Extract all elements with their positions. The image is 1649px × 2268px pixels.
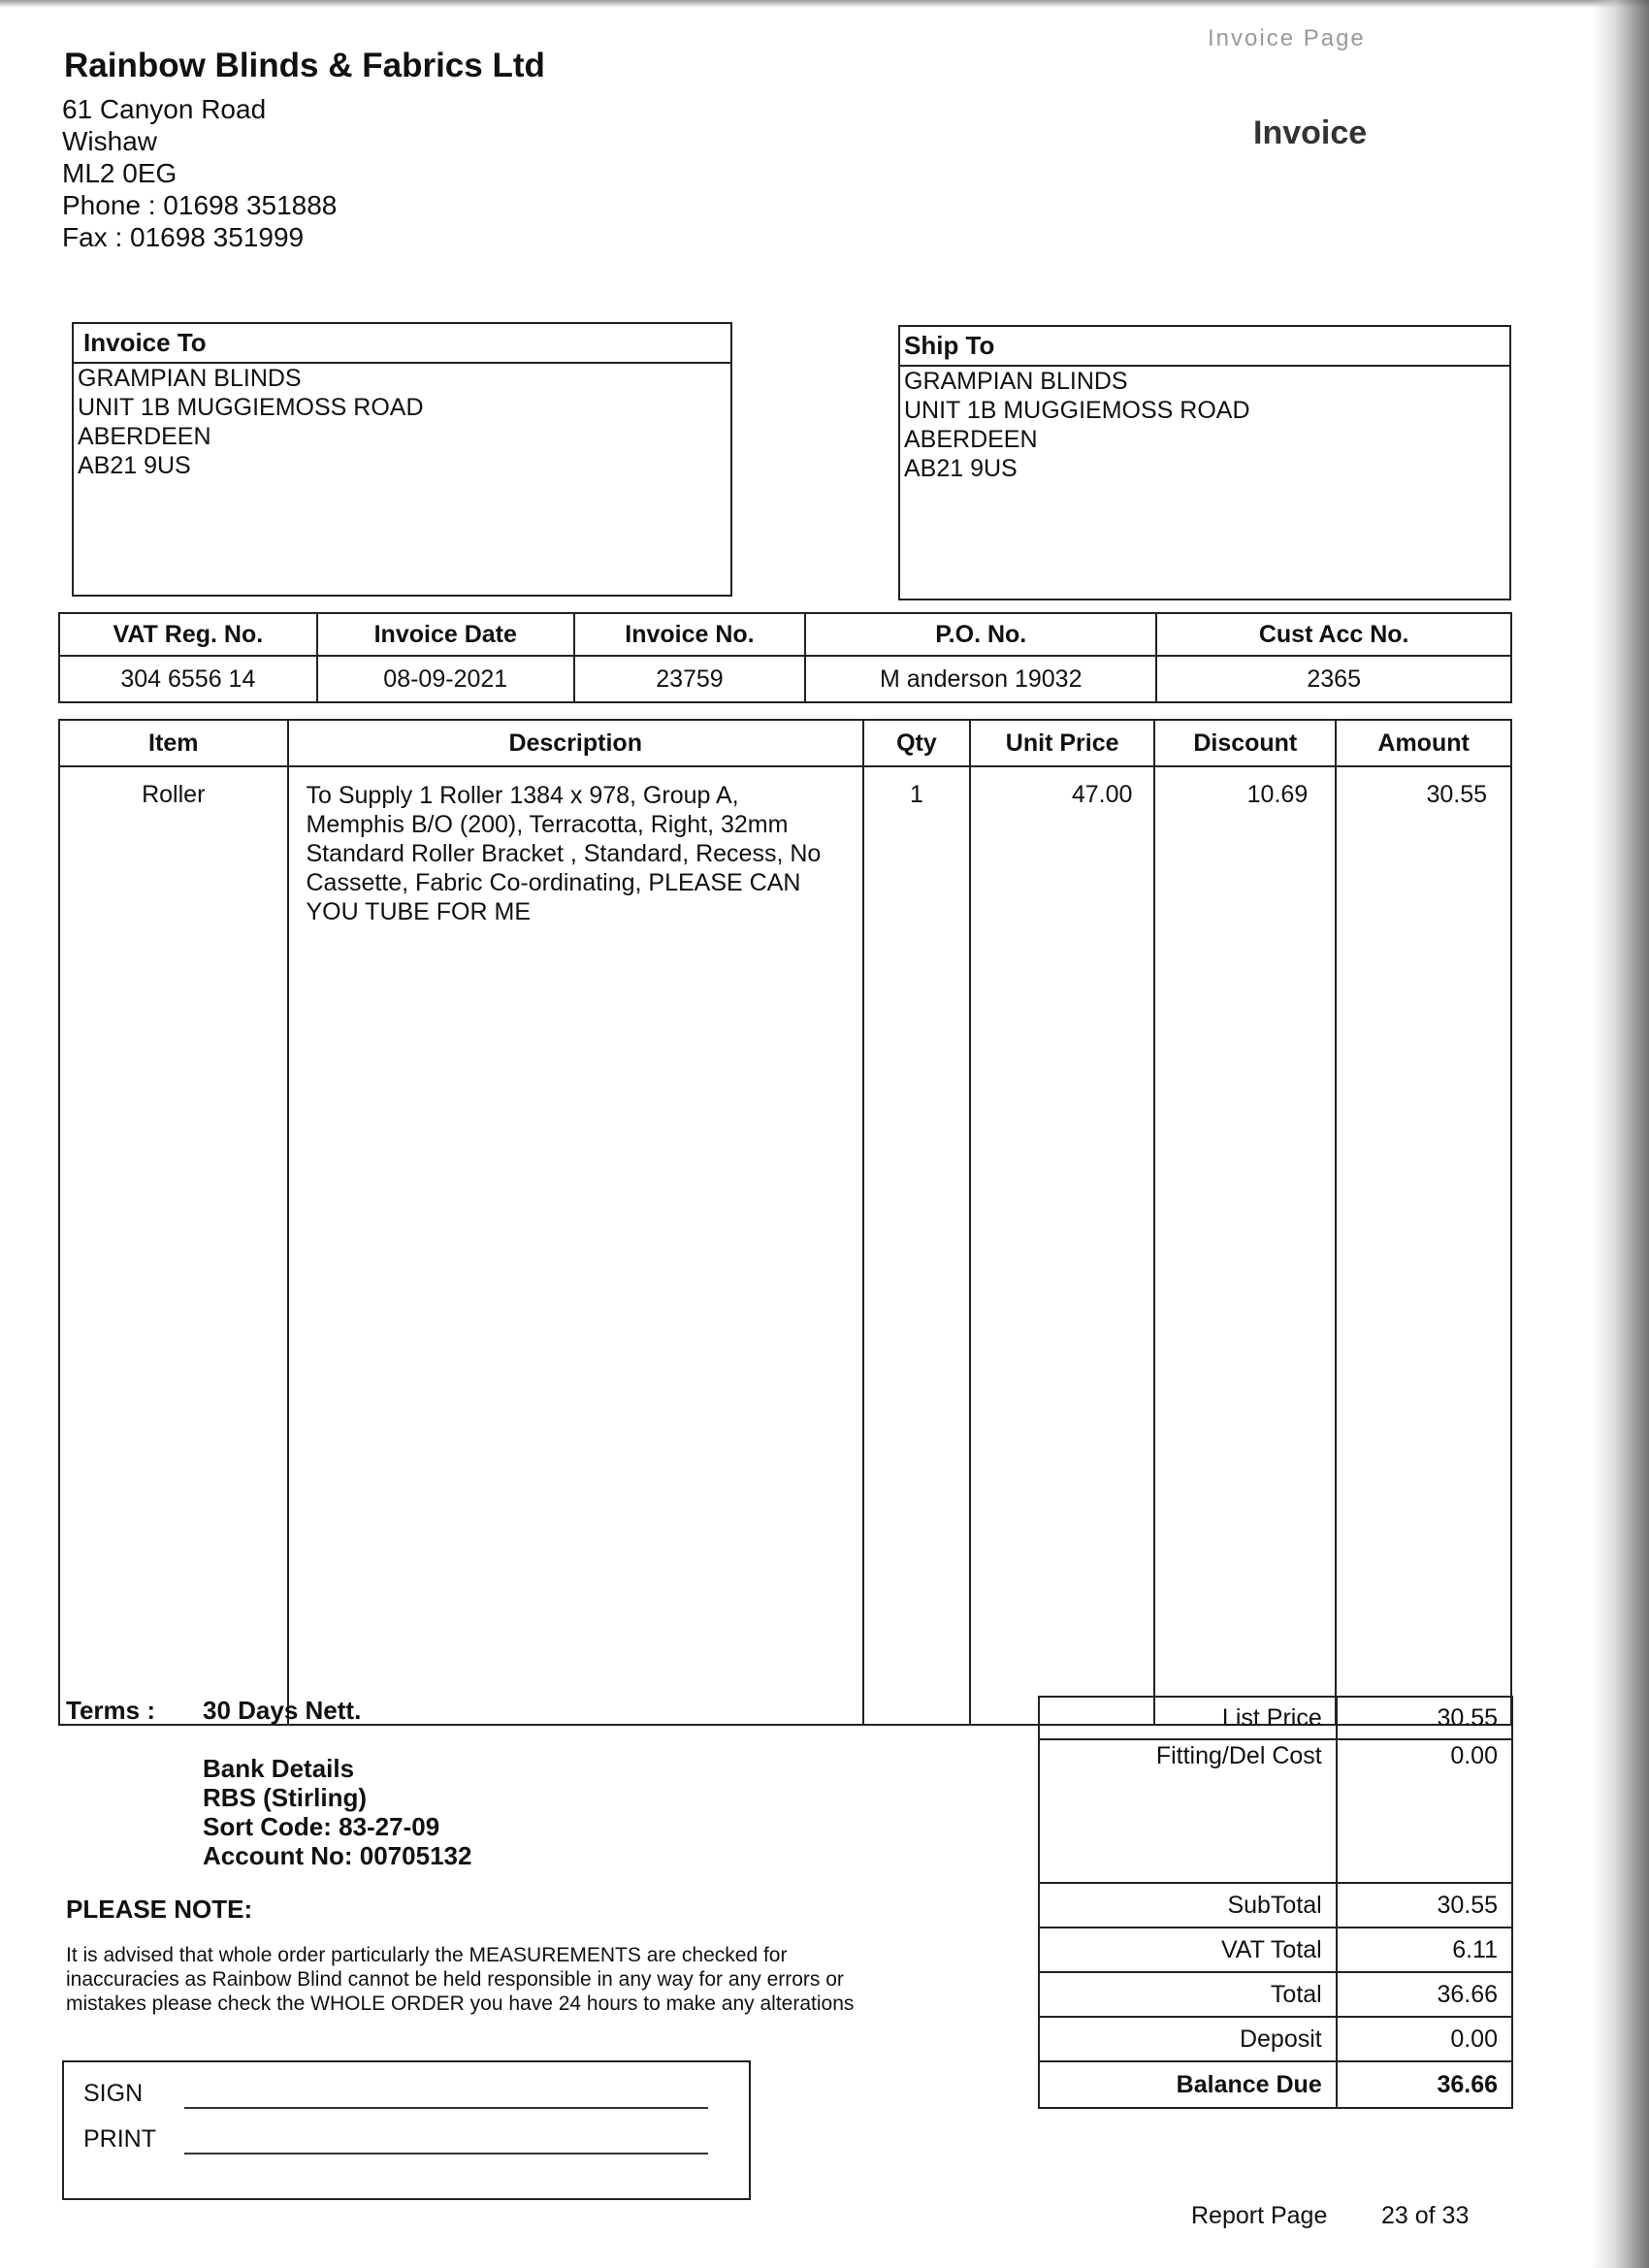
totals-value: 0.00 (1337, 2017, 1512, 2061)
description-cell (288, 766, 863, 1725)
description-line: YOU TUBE FOR ME (306, 898, 532, 925)
totals-label: List Price (1039, 1697, 1337, 1739)
note-heading: PLEASE NOTE: (66, 1895, 253, 1924)
totals-value: 30.55 (1337, 1883, 1512, 1928)
bank-details-line: Bank Details (203, 1754, 355, 1783)
terms-label: Terms : (66, 1696, 155, 1725)
info-value-cust-acc: 2365 (1156, 656, 1511, 702)
totals-row (1039, 2017, 1512, 2061)
note-line: It is advised that whole order particularly the MEASUREMENTS are checked for (66, 1944, 788, 1966)
totals-label: Total (1039, 1972, 1337, 2017)
info-header-date: Invoice Date (317, 613, 574, 656)
totals-label: VAT Total (1039, 1928, 1337, 1972)
description-line: Cassette, Fabric Co-ordinating, PLEASE CAN (306, 869, 801, 896)
info-value-vat: 304 6556 14 (59, 656, 317, 702)
totals-label: Deposit (1039, 2017, 1337, 2061)
totals-row (1039, 2061, 1512, 2108)
ship-to-box (898, 325, 1511, 600)
items-table (58, 719, 1512, 1726)
report-page-count: 23 of 33 (1381, 2202, 1470, 2229)
bank-details (203, 1754, 471, 1870)
company-name: Rainbow Blinds & Fabrics Ltd (64, 47, 545, 84)
ship-to-address (900, 367, 1509, 483)
bank-details-line: Sort Code: 83-27-09 (203, 1812, 440, 1841)
totals-label: Fitting/Del Cost (1039, 1739, 1337, 1883)
items-header-unit-price: Unit Price (970, 720, 1154, 766)
info-header-po: P.O. No. (805, 613, 1156, 656)
totals-value: 36.66 (1337, 1972, 1512, 2017)
invoice-to-box (72, 322, 732, 597)
totals-table (1038, 1696, 1513, 2109)
report-page-label: Report Page (1191, 2202, 1328, 2229)
invoice-info-table (58, 612, 1512, 703)
totals-value: 30.55 (1337, 1697, 1512, 1739)
info-header-vat: VAT Reg. No. (59, 613, 317, 656)
invoice-to-line: UNIT 1B MUGGIEMOSS ROAD (78, 394, 424, 421)
print-label: PRINT (83, 2125, 156, 2153)
totals-row (1039, 1972, 1512, 2017)
info-value-po: M anderson 19032 (805, 656, 1156, 702)
info-header-cust-acc: Cust Acc No. (1156, 613, 1511, 656)
description-line: Standard Roller Bracket , Standard, Recess, No (306, 840, 822, 867)
bank-details-line: Account No: 00705132 (203, 1841, 472, 1870)
invoice-to-address (74, 364, 730, 480)
signature-box (62, 2060, 751, 2200)
company-phone: Phone : 01698 351888 (62, 190, 338, 220)
company-fax: Fax : 01698 351999 (62, 222, 305, 252)
invoice-to-line: GRAMPIAN BLINDS (78, 365, 302, 392)
note-text (66, 1943, 854, 2016)
amount-cell: 30.55 (1336, 766, 1511, 1725)
note-line: inaccuracies as Rainbow Blind cannot be held responsible in any way for any errors or (66, 1968, 844, 1991)
totals-label: SubTotal (1039, 1883, 1337, 1928)
faded-header-text: Invoice Page (1208, 25, 1366, 51)
info-value-invoice-no: 23759 (574, 656, 805, 702)
invoice-to-line: AB21 9US (78, 452, 191, 479)
company-address-line-1: 61 Canyon Road (62, 94, 267, 124)
totals-value: 6.11 (1337, 1928, 1512, 1972)
note-line: mistakes please check the WHOLE ORDER you have 24 hours to make any alterations (66, 1993, 855, 2015)
company-address-line-2: Wishaw (62, 126, 158, 156)
qty-cell: 1 (863, 766, 970, 1725)
document-title: Invoice (1253, 114, 1368, 151)
balance-due-label: Balance Due (1039, 2061, 1337, 2108)
invoice-to-heading: Invoice To (74, 324, 730, 364)
info-value-date: 08-09-2021 (317, 656, 574, 702)
totals-value: 0.00 (1337, 1739, 1512, 1883)
ship-to-line: AB21 9US (904, 455, 1018, 482)
info-header-invoice-no: Invoice No. (574, 613, 805, 656)
ship-to-line: GRAMPIAN BLINDS (904, 368, 1128, 395)
sign-label: SIGN (83, 2080, 144, 2107)
scan-shadow-top (0, 0, 1649, 8)
scan-shadow-right (1591, 0, 1649, 2268)
items-header-qty: Qty (863, 720, 970, 766)
discount-cell: 10.69 (1154, 766, 1336, 1725)
company-address-line-3: ML2 0EG (62, 158, 178, 188)
description-line: Memphis B/O (200), Terracotta, Right, 32mm (306, 811, 789, 838)
totals-row (1039, 1697, 1512, 1739)
items-header-item: Item (59, 720, 288, 766)
totals-row (1039, 1928, 1512, 1972)
print-line[interactable] (184, 2153, 708, 2155)
item-cell: Roller (59, 766, 288, 1725)
bank-details-line: RBS (Stirling) (203, 1783, 367, 1812)
ship-to-line: ABERDEEN (904, 426, 1038, 453)
items-header-amount: Amount (1336, 720, 1511, 766)
items-header-discount: Discount (1154, 720, 1336, 766)
sign-line[interactable] (184, 2107, 708, 2109)
ship-to-line: UNIT 1B MUGGIEMOSS ROAD (904, 397, 1250, 424)
items-header-description: Description (288, 720, 863, 766)
totals-row (1039, 1739, 1512, 1883)
invoice-to-line: ABERDEEN (78, 423, 211, 450)
unit-price-cell: 47.00 (970, 766, 1154, 1725)
table-row (59, 766, 1511, 1725)
description-line: To Supply 1 Roller 1384 x 978, Group A, (306, 782, 739, 809)
ship-to-heading: Ship To (900, 327, 1509, 367)
balance-due-value: 36.66 (1337, 2061, 1512, 2108)
totals-row (1039, 1883, 1512, 1928)
terms-value: 30 Days Nett. (203, 1696, 362, 1725)
